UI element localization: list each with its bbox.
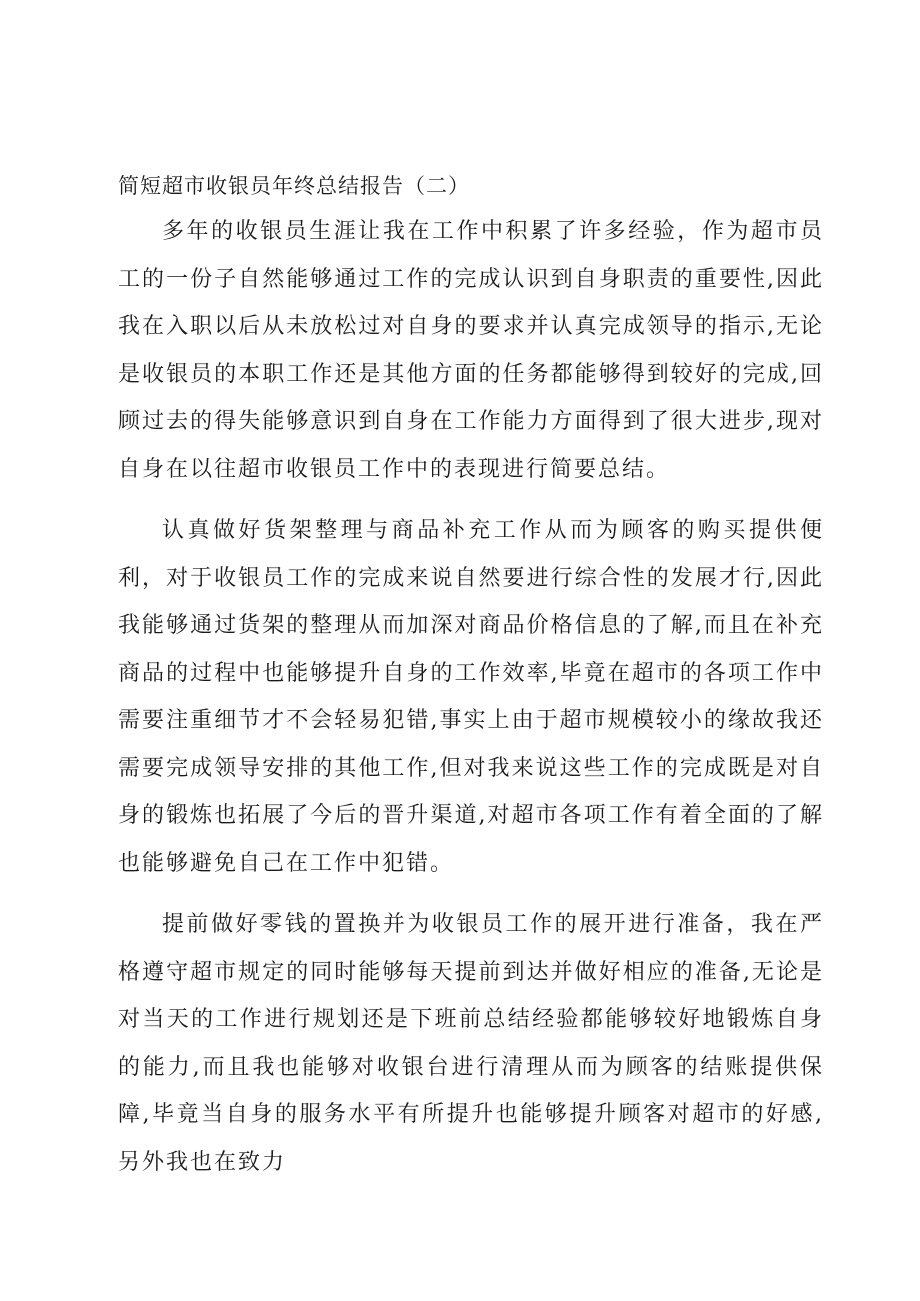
document-body [118, 164, 824, 1200]
paragraph-experience-intro: 多年的收银员生涯让我在工作中积累了许多经验，作为超市员工的一份子自然能够通过工作的完成认识到自身职责的重要性,因此我在入职以后从未放松过对自身的要求并认真完成领导的指示,无论是收银员的本职工作还是其他方面的任务都能够得到较好的完成,回顾过去的得失能够意识到自身在工作能力方面得到了很大进步,现对自身在以往超市收银员工作中的表现进行简要总结。 [118, 219, 824, 482]
document-title: 简短超市收银员年终总结报告（二） [118, 174, 470, 198]
paragraph-shelf-organizing: 认真做好货架整理与商品补充工作从而为顾客的购买提供便利，对于收银员工作的完成来说自然要进行综合性的发展才行,因此我能够通过货架的整理从而加深对商品价格信息的了解,而且在补充商品的过程中也能够提升自身的工作效率,毕竟在超市的各项工作中需要注重细节才不会轻易犯错,事实上由于超市规模较小的缘故我还需要完成领导安排的其他工作,但对我来说这些工作的完成既是对自身的锻炼也拓展了今后的晋升渠道,对超市各项工作有着全面的了解也能够避免自己在工作中犯错。 [118, 518, 824, 876]
paragraph-change-preparation: 提前做好零钱的置换并为收银员工作的展开进行准备，我在严格遵守超市规定的同时能够每天提前到达并做好相应的准备,无论是对当天的工作进行规划还是下班前总结经验都能够较好地锻炼自身的能力,而且我也能够对收银台进行清理从而为顾客的结账提供保障,毕竟当自身的服务水平有所提升也能够提升顾客对超市的好感,另外我也在致力 [118, 912, 824, 1175]
